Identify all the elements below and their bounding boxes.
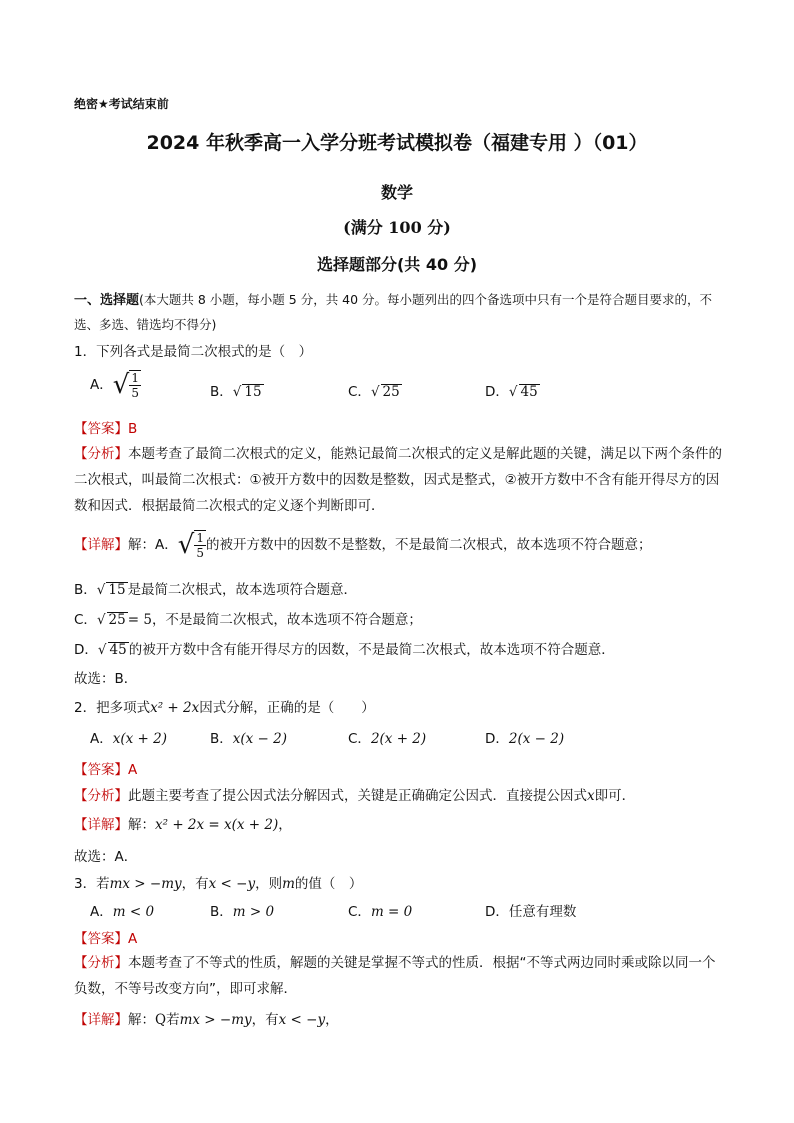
subject-title: 数学: [380, 183, 413, 202]
q1-detail-c: C．√ 25 = 5，不是最简二次根式，故本选项不符合题意；: [74, 612, 422, 628]
q2-answer: 【答案】A: [74, 762, 138, 778]
q2-option-d[interactable]: D．2(x − 2): [485, 731, 565, 747]
q1-option-c[interactable]: C．√ 25: [348, 384, 400, 400]
q3-option-b[interactable]: B．m > 0: [210, 904, 275, 920]
q2-analysis: 【分析】此题主要考查了提公因式法分解因式，关键是正确确定公因式．直接提公因式x即可．: [74, 788, 636, 804]
q1-detail-b: B．√ 15 是最简二次根式，故本选项符合题意．: [74, 582, 358, 598]
q3-detail: 【详解】解：Q若mx > −my，有x < −y，: [74, 1012, 339, 1028]
q3-option-a[interactable]: A．m < 0: [90, 904, 155, 920]
section-label: 一、选择题: [74, 293, 140, 308]
section-desc: (本大题共 8 小题，每小题 5 分，共 40 分。每小题列出的四个备选项中只有一个是符合题目要求的，不选、多选、错选均不得分): [74, 292, 713, 332]
q1-analysis: 【分析】本题考查了最简二次根式的定义，能熟记最简二次根式的定义是解此题的关键，满足以下两个条件的二次根式，叫最简二次根式：①被开方数中的因数是整数，因式是整式，②被开方数中不含有能开得尽方的因数和因式．根据最简二次根式的定义逐个判断即可．: [74, 446, 722, 514]
part-title: 选择题部分(共 40 分): [316, 255, 478, 274]
page-title: 2024 年秋季高一入学分班考试模拟卷（福建专用 ）（01）: [146, 132, 648, 154]
q1-answer: 【答案】B: [74, 421, 138, 437]
q2-stem: 2．把多项式x² + 2x因式分解，正确的是（ ）: [74, 700, 375, 716]
q3-option-c[interactable]: C．m = 0: [348, 904, 413, 920]
q1-option-a[interactable]: A． √ $\frac{1}{5}$: [90, 370, 139, 400]
q2-option-a[interactable]: A．x(x + 2): [90, 731, 167, 747]
q1-option-d[interactable]: D．√ 45: [485, 384, 538, 400]
q1-detail-a: 【详解】解：A． √ $\frac{1}{5}$ 的被开方数中的因数不是整数，不是最简二次根式，故本选项不符合题意；: [74, 530, 652, 560]
sqrt-icon: √ $\frac{1}{5}$: [112, 370, 139, 400]
q3-answer: 【答案】A: [74, 931, 138, 947]
q2-option-c[interactable]: C．2(x + 2): [348, 731, 427, 747]
q1-option-b[interactable]: B．√ 15: [210, 384, 262, 400]
confidential-label: 绝密★考试结束前: [74, 97, 169, 111]
q2-choose: 故选：A．: [74, 849, 138, 865]
section-heading: [74, 288, 724, 337]
q2-option-b[interactable]: B．x(x − 2): [210, 731, 288, 747]
q1-detail-d: D．√ 45 的被开方数中含有能开得尽方的因数，不是最简二次根式，故本选项不符合题意．: [74, 642, 615, 658]
q2-detail: 【详解】解：x² + 2x = x(x + 2)，: [74, 817, 292, 833]
full-score-label: (满分 100 分): [343, 218, 451, 237]
q3-analysis: 【分析】本题考查了不等式的性质，解题的关键是掌握不等式的性质．根据“不等式两边同时乘或除以同一个负数，不等号改变方向”，即可求解．: [74, 955, 716, 997]
q1-stem: 1．下列各式是最简二次根式的是（ ）: [74, 344, 313, 360]
sqrt-icon: √ $\frac{1}{5}$: [177, 530, 204, 560]
q3-option-d[interactable]: D．任意有理数: [485, 904, 577, 920]
q3-stem: 3．若mx > −my，有x < −y，则m的值（ ）: [74, 876, 363, 892]
q1-choose: 故选：B．: [74, 671, 138, 687]
